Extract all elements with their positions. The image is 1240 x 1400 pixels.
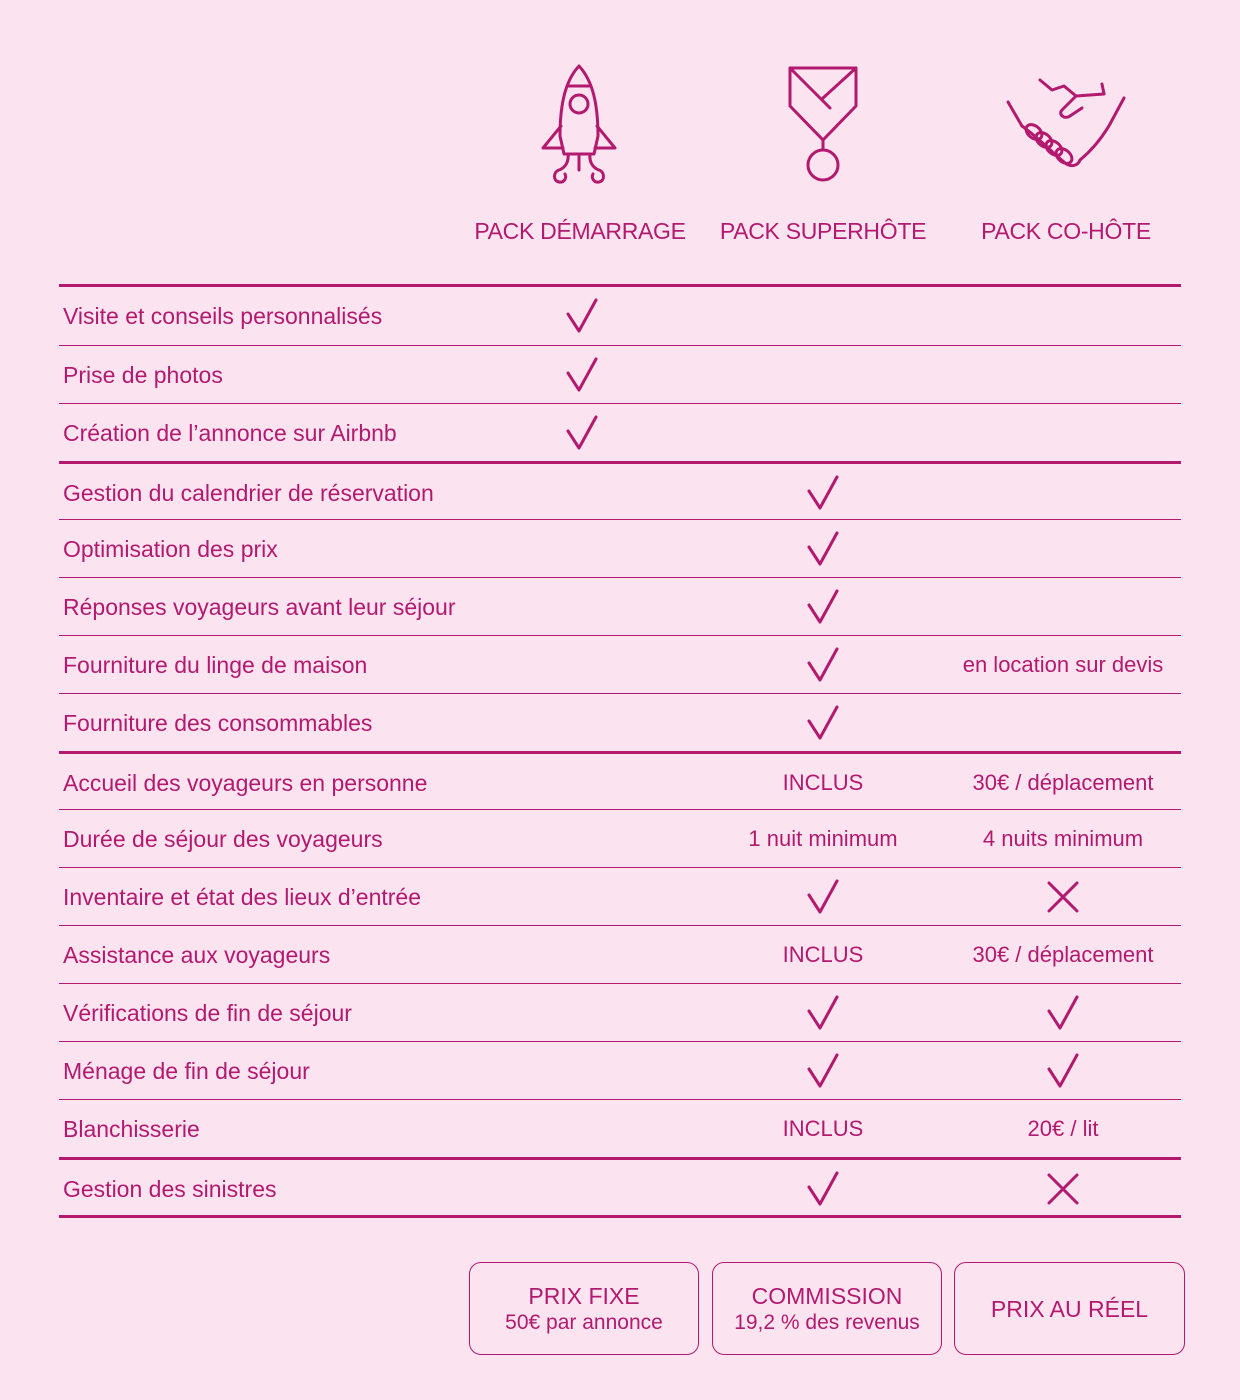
check-icon xyxy=(943,984,1183,1042)
price-title: COMMISSION xyxy=(751,1282,903,1309)
table-row xyxy=(59,345,1181,403)
table-row xyxy=(59,809,1181,867)
table-row xyxy=(59,751,1181,809)
cross-icon xyxy=(943,868,1183,926)
check-icon xyxy=(703,578,943,636)
row-label: Visite et conseils personnalisés xyxy=(63,303,383,329)
handshake-icon xyxy=(1006,76,1126,176)
row-label: Optimisation des prix xyxy=(63,536,278,562)
price-box-reel xyxy=(954,1262,1185,1355)
table-row xyxy=(59,461,1181,519)
table-row xyxy=(59,403,1181,461)
table-row xyxy=(59,693,1181,751)
pack-title-demarrage: PACK DÉMARRAGE xyxy=(474,218,686,244)
cross-icon xyxy=(943,1160,1183,1218)
row-label: Durée de séjour des voyageurs xyxy=(63,826,383,852)
price-subtitle: 50€ par annonce xyxy=(505,1310,663,1334)
rocket-icon xyxy=(539,64,619,188)
check-icon xyxy=(703,1160,943,1218)
cell-value: en location sur devis xyxy=(962,652,1164,677)
check-icon xyxy=(703,694,943,752)
row-label: Ménage de fin de séjour xyxy=(63,1058,310,1084)
table-row xyxy=(59,1099,1181,1157)
row-label: Création de l’annonce sur Airbnb xyxy=(63,420,397,446)
check-icon xyxy=(703,984,943,1042)
table-row xyxy=(59,287,1181,345)
row-label: Accueil des voyageurs en personne xyxy=(63,770,428,796)
cell-value: 30€ / déplacement xyxy=(972,770,1154,795)
check-icon xyxy=(462,346,702,404)
pack-title-superhote: PACK SUPERHÔTE xyxy=(719,218,927,244)
row-label: Vérifications de fin de séjour xyxy=(63,1000,352,1026)
row-label: Fourniture du linge de maison xyxy=(63,652,368,678)
table-row xyxy=(59,577,1181,635)
row-label: Prise de photos xyxy=(63,362,223,388)
cell-value: INCLUS xyxy=(782,1116,864,1141)
check-icon xyxy=(703,636,943,694)
cell-value: INCLUS xyxy=(782,942,864,967)
check-icon xyxy=(462,404,702,462)
table-row xyxy=(59,925,1181,983)
row-label: Blanchisserie xyxy=(63,1116,200,1142)
row-label: Gestion du calendrier de réservation xyxy=(63,480,434,506)
cell-value: 1 nuit minimum xyxy=(748,826,898,851)
pack-title-cohote: PACK CO-HÔTE xyxy=(981,218,1151,244)
comparison-table xyxy=(59,284,1181,1218)
table-row xyxy=(59,635,1181,693)
medal-icon xyxy=(786,64,860,186)
price-title: PRIX FIXE xyxy=(528,1282,640,1309)
price-box-fixe xyxy=(469,1262,699,1355)
check-icon xyxy=(703,520,943,578)
check-icon xyxy=(703,868,943,926)
table-row xyxy=(59,983,1181,1041)
row-label: Réponses voyageurs avant leur séjour xyxy=(63,594,456,620)
check-icon xyxy=(703,1042,943,1100)
row-label: Assistance aux voyageurs xyxy=(63,942,331,968)
table-row xyxy=(59,519,1181,577)
price-subtitle: 19,2 % des revenus xyxy=(734,1310,920,1334)
price-title: PRIX AU RÉEL xyxy=(990,1295,1149,1322)
price-box-commission xyxy=(712,1262,942,1355)
table-row xyxy=(59,1041,1181,1099)
table-row xyxy=(59,1157,1181,1215)
row-label: Inventaire et état des lieux d’entrée xyxy=(63,884,422,910)
row-label: Fourniture des consommables xyxy=(63,710,373,736)
check-icon xyxy=(462,287,702,345)
check-icon xyxy=(943,1042,1183,1100)
check-icon xyxy=(703,464,943,522)
table-row xyxy=(59,867,1181,925)
cell-value: INCLUS xyxy=(782,770,864,795)
row-label: Gestion des sinistres xyxy=(63,1176,277,1202)
cell-value: 20€ / lit xyxy=(1027,1116,1099,1141)
cell-value: 30€ / déplacement xyxy=(972,942,1154,967)
cell-value: 4 nuits minimum xyxy=(982,826,1144,851)
